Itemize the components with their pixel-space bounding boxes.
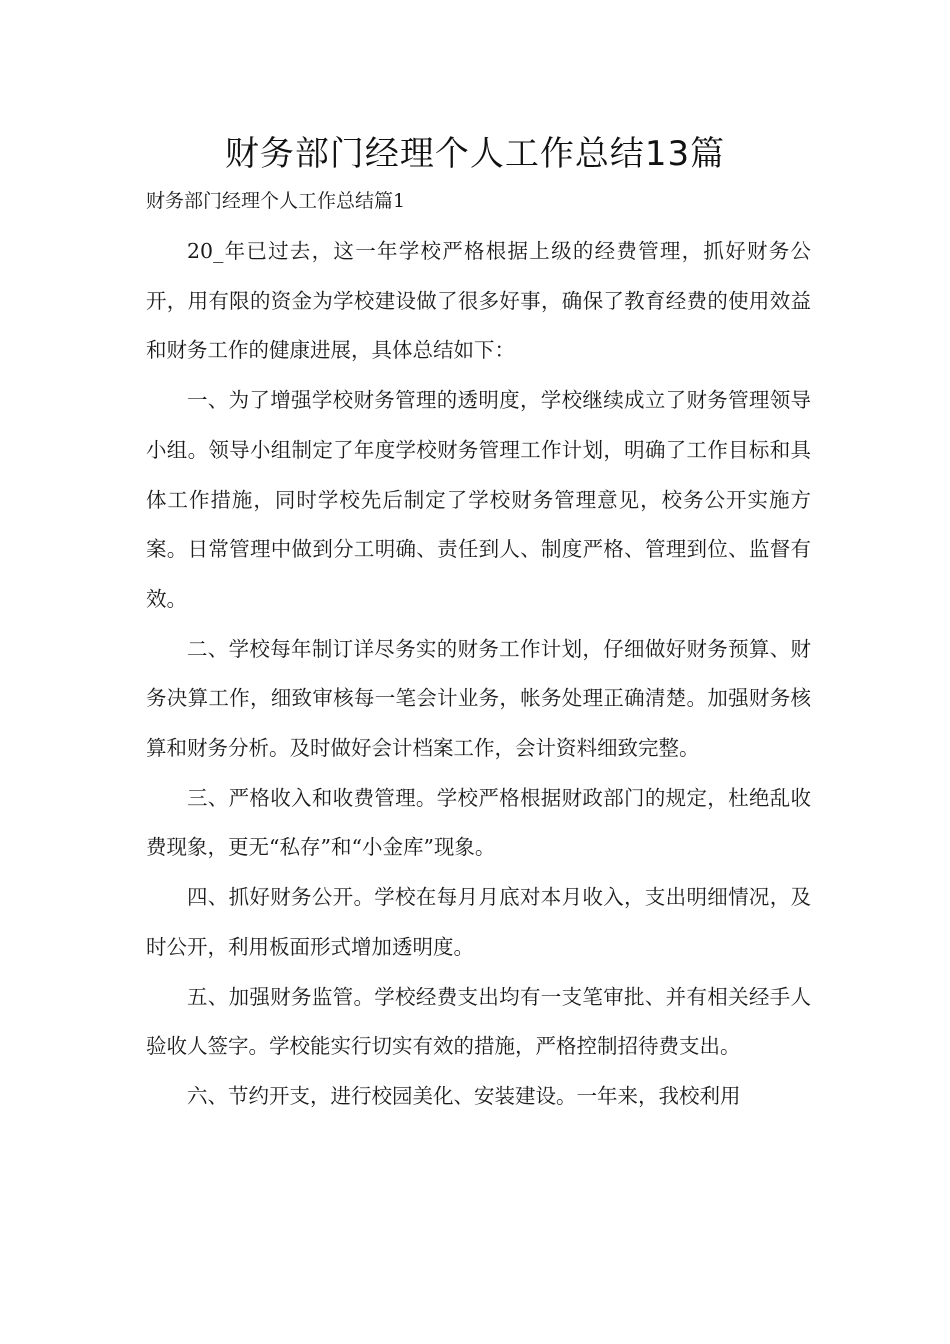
paragraph-item-6: 六、节约开支，进行校园美化、安装建设。一年来，我校利用	[187, 1083, 741, 1108]
paragraph-item-4: 四、抓好财务公开。学校在每月月底对本月收入，支出明细情况，及时公开，利用板面形式增加透明度。	[146, 885, 811, 959]
paragraph-item-3: 三、严格收入和收费管理。学校严格根据财政部门的规定，杜绝乱收费现象，更无“私存”和“小金库”现象。	[146, 785, 811, 860]
document-body	[146, 227, 811, 1122]
paragraph-item-1: 一、为了增强学校财务管理的透明度，学校继续成立了财务管理领导小组。领导小组制定了年度学校财务管理工作计划，明确了工作目标和具体工作措施，同时学校先后制定了学校财务管理意见，校务公开实施方案。日常管理中做到分工明确、责任到人、制度严格、管理到位、监督有效。	[146, 388, 811, 611]
paragraph-item-2: 二、学校每年制订详尽务实的财务工作计划，仔细做好财务预算、财务决算工作，细致审核每一笔会计业务，帐务处理正确清楚。加强财务核算和财务分析。及时做好会计档案工作，会计资料细致完整。	[146, 636, 811, 761]
document-title: 财务部门经理个人工作总结13篇	[224, 134, 726, 174]
paragraph-intro: 20_年已过去，这一年学校严格根据上级的经费管理，抓好财务公开，用有限的资金为学校建设做了很多好事，确保了教育经费的使用效益和财务工作的健康进展，具体总结如下：	[146, 239, 811, 363]
section-heading: 财务部门经理个人工作总结篇1	[146, 190, 406, 212]
paragraph-item-5: 五、加强财务监管。学校经费支出均有一支笔审批、并有相关经手人验收人签字。学校能实行切实有效的措施，严格控制招待费支出。	[146, 984, 811, 1059]
